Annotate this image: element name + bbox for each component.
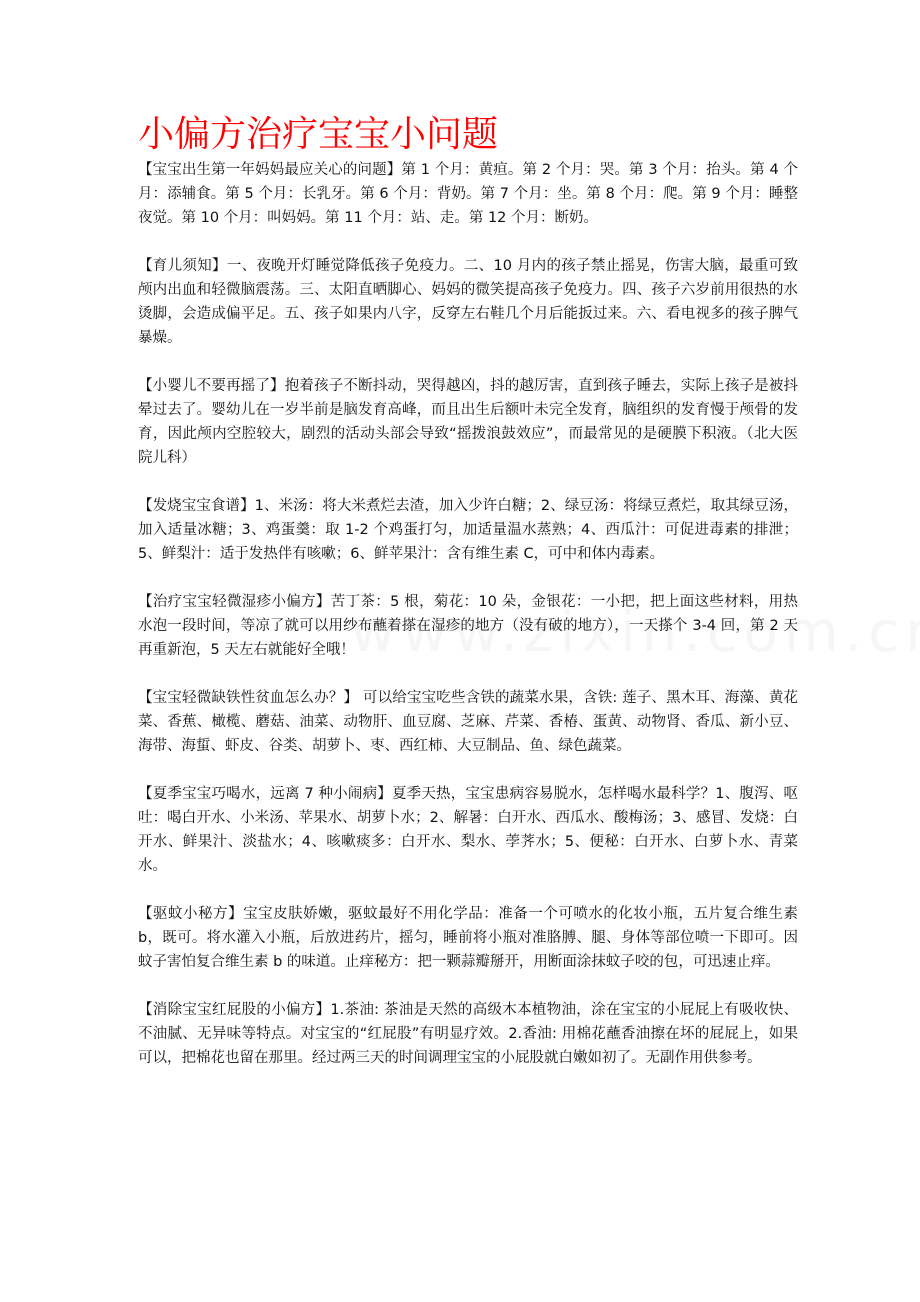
paragraph-heading: 【夏季宝宝巧喝水，远离 7 种小闹病】 [138,786,392,802]
paragraph-heading: 【发烧宝宝食谱】 [138,498,255,514]
paragraph-body: 夏季天热，宝宝患病容易脱水，怎样喝水最科学？1、腹泻、呕吐：喝白开水、小米汤、苹果水、胡萝卜水；2、解暑：白开水、西瓜水、酸梅汤；3、感冒、发烧：白开水、鲜果汁、淡盐水；4、咳嗽痰多：白开水、梨水、荸荠水；5、便秘：白开水、白萝卜水、青菜水。 [138,786,798,874]
paragraph-body: 第 1 个月：黄疸。第 2 个月：哭。第 3 个月：抬头。第 4 个月：添辅食。第 5 个月：长乳牙。第 6 个月：背奶。第 7 个月：坐。第 8 个月：爬。第 9 个月：睡整夜觉。第 10 个月：叫妈妈。第 11 个月：站、走。第 12 个月：断奶。 [138,162,799,226]
paragraph-body: 宝宝皮肤娇嫩，驱蚊最好不用化学品：准备一个可喷水的化妆小瓶，五片复合维生素 b，既可。将水灌入小瓶，后放进药片，摇匀，睡前将小瓶对准胳膊、腿、身体等部位喷一下即可。因蚊子害怕复合维生素 b 的味道。止痒秘方：把一颗蒜瓣掰开，用断面涂抹蚊子咬的包，可迅速止痒。 [138,906,799,970]
paragraph-heading: 【驱蚊小秘方】 [138,906,244,922]
paragraph-heading: 【宝宝出生第一年妈妈最应关心的问题】 [138,162,402,178]
document-page [138,112,798,1094]
paragraph-body: 1、米汤：将大米煮烂去渣，加入少许白糖；2、绿豆汤：将绿豆煮烂，取其绿豆汤，加入适量冰糖；3、鸡蛋羹：取 1-2 个鸡蛋打匀，加适量温水蒸熟；4、西瓜汁：可促进毒素的排泄；5、鲜梨汁：适于发热伴有咳嗽；6、鲜苹果汁：含有维生素 C，可中和体内毒素。 [138,498,799,562]
paragraph-no-shaking [138,374,798,470]
paragraph-heading: 【育儿须知】 [138,258,227,274]
paragraph-mosquito [138,902,798,974]
document-title: 小偏方治疗宝宝小问题 [138,114,499,155]
paragraph-eczema-remedy [138,590,798,662]
paragraph-diaper-rash [138,998,798,1070]
paragraph-body: 可以给宝宝吃些含铁的蔬菜水果，含铁: 莲子、黑木耳、海藻、黄花菜、香蕉、橄榄、蘑菇、油菜、动物肝、血豆腐、芝麻、芹菜、香椿、蛋黄、动物肾、香瓜、新小豆、海带、海蜇、虾皮、谷类、胡萝卜、枣、西红柿、大豆制品、鱼、绿色蔬菜。 [138,690,799,754]
paragraph-parenting-tips [138,254,798,350]
paragraph-body: 1.茶油: 茶油是天然的高级木本植物油，涂在宝宝的小屁屁上有吸收快、不油腻、无异味等特点。对宝宝的“红屁股”有明显疗效。2.香油: 用棉花蘸香油擦在坏的屁屁上，如果可以，把棉花也留在那里。经过两三天的时间调理宝宝的小屁股就白嫩如初了。无副作用供参考。 [138,1002,798,1066]
paragraph-body: 苦丁茶：5 根，菊花：10 朵，金银花：一小把，把上面这些材料，用热水泡一段时间，等凉了就可以用纱布蘸着搽在湿疹的地方（没有破的地方），一天搽个 3-4 回，第 2 天再重新泡，5 天左右就能好全哦！ [138,594,798,658]
paragraph-body: 抱着孩子不断抖动，哭得越凶，抖的越厉害，直到孩子睡去，实际上孩子是被抖晕过去了。婴幼儿在一岁半前是脑发育高峰，而且出生后额叶未完全发育，脑组织的发育慢于颅骨的发育，因此颅内空腔较大，剧烈的活动头部会导致“摇拨浪鼓效应”，而最常见的是硬膜下积液。（北大医院儿科） [138,378,799,466]
paragraph-heading: 【治疗宝宝轻微湿疹小偏方】 [138,594,331,610]
paragraph-heading: 【小婴儿不要再摇了】 [138,378,285,394]
paragraph-first-year [138,158,798,230]
paragraph-heading: 【消除宝宝红屁股的小偏方】 [138,1002,331,1018]
paragraph-summer-water [138,782,798,878]
paragraph-fever-recipes [138,494,798,566]
paragraph-body: 一、夜晚开灯睡觉降低孩子免疫力。二、10 月内的孩子禁止摇晃，伤害大脑，最重可致颅内出血和轻微脑震荡。三、太阳直晒脚心、妈妈的微笑提高孩子免疫力。四、孩子六岁前用很热的水烫脚，会造成偏平足。五、孩子如果内八字，反穿左右鞋几个月后能扳过来。六、看电视多的孩子脾气暴燥。 [138,258,798,346]
paragraph-anemia [138,686,798,758]
paragraph-heading: 【宝宝轻微缺铁性贫血怎么办？】 [138,690,359,706]
